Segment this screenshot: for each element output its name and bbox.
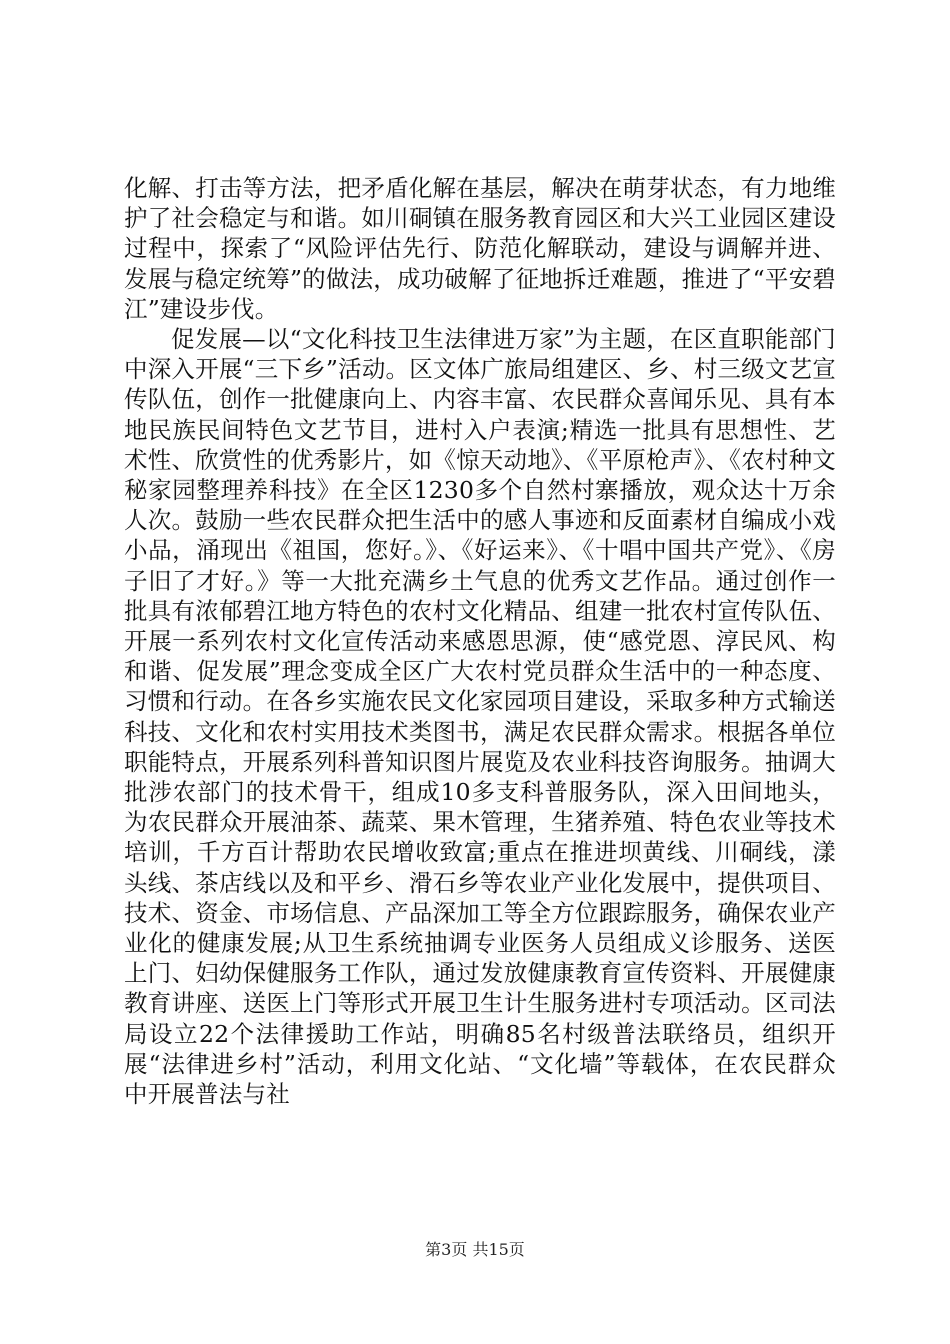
page-footer — [0, 1240, 950, 1260]
paragraph-1: 化解、打击等方法，把矛盾化解在基层，解决在萌芽状态，有力地维护了社会稳定与和谐。如川硐镇在服务教育园区和大兴工业园区建设过程中，探索了“风险评估先行、防范化解联动，建设与调解并进、发展与稳定统筹”的做法，成功破解了征地拆迁难题，推进了“平安碧江”建设步伐。 — [124, 174, 836, 323]
paragraph-2: 促发展—以“文化科技卫生法律进万家”为主题，在区直职能部门中深入开展“三下乡”活动。区文体广旅局组建区、乡、村三级文艺宣传队伍，创作一批健康向上、内容丰富、农民群众喜闻乐见、具有本地民族民间特色文艺节目，进村入户表演;精选一批具有思想性、艺术性、欣赏性的优秀影片，如《惊天动地》、《平原枪声》、《农村种文秘家园整理养科技》在全区1230多个自然村寨播放，观众达十万余人次。鼓励一些农民群众把生活中的感人事迹和反面素材自编成小戏小品，涌现出《祖国，您好。》、《好运来》、《十唱中国共产党》、《房子旧了才好。》等一大批充满乡土气息的优秀文艺作品。通过创作一批具有浓郁碧江地方特色的农村文化精品、组建一批农村宣传队伍、开展一系列农村文化宣传活动来感恩思源，使“感党恩、淳民风、构和谐、促发展”理念变成全区广大农村党员群众生活中的一种态度、习惯和行动。在各乡实施农民文化家园项目建设，采取多种方式输送科技、文化和农村实用技术类图书，满足农民群众需求。根据各单位职能特点，开展系列科普知识图片展览及农业科技咨询服务。抽调大批涉农部门的技术骨干，组成10多支科普服务队，深入田间地头，为农民群众开展油茶、蔬菜、果木管理，生猪养殖、特色农业等技术培训，千方百计帮助农民增收致富;重点在推进坝黄线、川硐线，漾头线、茶店线以及和平乡、滑石乡等农业产业化发展中，提供项目、技术、资金、市场信息、产品深加工等全方位跟踪服务，确保农业产业化的健康发展;从卫生系统抽调专业医务人员组成义诊服务、送医上门、妇幼保健服务工作队，通过发放健康教育宣传资料、开展健康教育讲座、送医上门等形式开展卫生计生服务进村专项活动。区司法局设立22个法律援助工作站，明确85名村级普法联络员，组织开展“法律进乡村”活动，利用文化站、“文化墙”等载体，在农民群众中开展普法与社 — [124, 325, 836, 1109]
page-number-label: 第3页 共15页 — [425, 1240, 525, 1259]
document-body — [124, 173, 836, 1109]
